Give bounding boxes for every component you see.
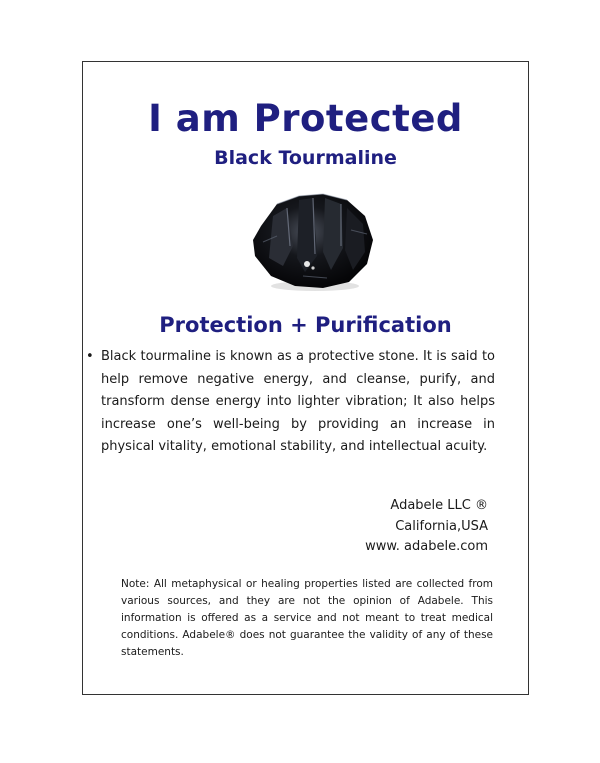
- section-heading: Protection + Purification: [159, 313, 452, 337]
- bullet-icon: •: [86, 349, 94, 364]
- disclaimer-note: Note: All metaphysical or healing properties listed are collected from various sources, and they are not the opinion of Adabele. This information is offered as a service and not meant to treat medical conditions. Adabele® does not guarantee the validity of any of these statements.: [121, 578, 493, 658]
- black-tourmaline-image: [243, 186, 377, 294]
- company-location: California,USA: [395, 518, 488, 534]
- bullet-paragraph: [86, 346, 495, 459]
- company-name: Adabele LLC ®: [390, 498, 488, 513]
- stone-name: Black Tourmaline: [214, 147, 397, 169]
- page-title: I am Protected: [148, 97, 463, 140]
- company-info: [365, 496, 488, 558]
- company-website: www. adabele.com: [365, 539, 488, 554]
- bullet-text: Black tourmaline is known as a protective stone. It is said to help remove negative energy, and cleanse, purify, and transform dense energy into lighter vibration; It also helps increase one’s well-being by providing an increase in physical vitality, emotional stability, and intellectual acuity.: [101, 349, 495, 454]
- info-card: [82, 61, 529, 695]
